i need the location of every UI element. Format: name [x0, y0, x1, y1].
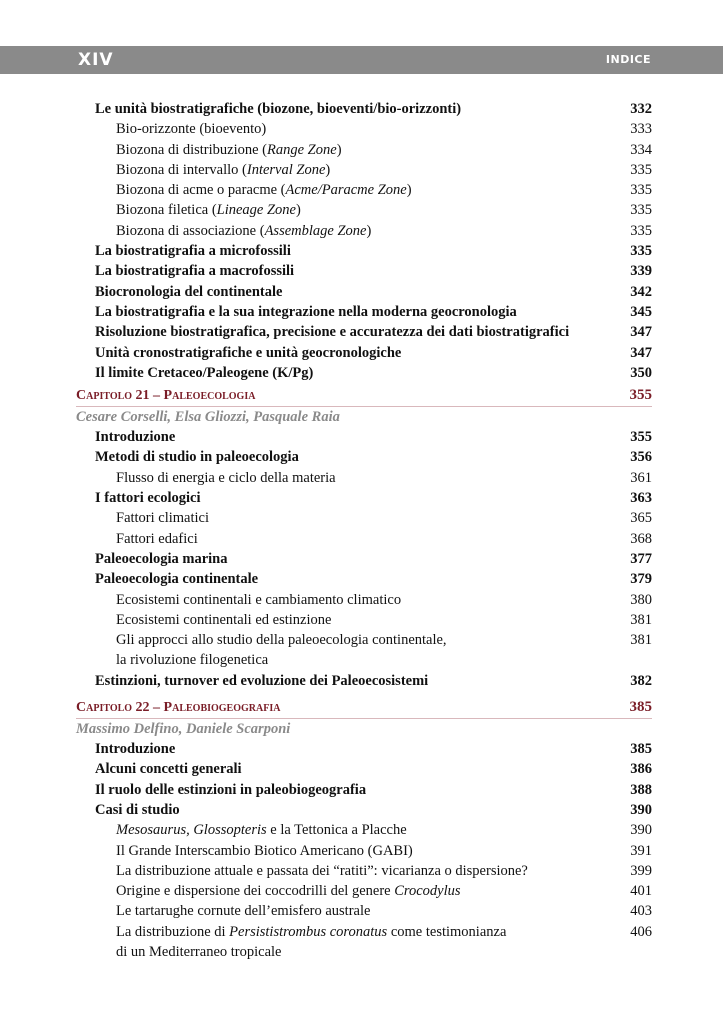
entry-text-part: Bio-orizzonte (bioevento)	[116, 121, 267, 138]
entry-text-part: Assemblage Zone	[264, 222, 367, 239]
toc-subsection[interactable]	[76, 630, 652, 671]
entry-text-part: come testimonianza	[387, 923, 507, 940]
entry-title	[95, 800, 180, 820]
entry-page: 335	[630, 182, 652, 199]
entry-title	[116, 820, 407, 840]
toc-section[interactable]	[76, 549, 652, 569]
entry-text-part: Gli approcci allo studio della paleoecologia continentale,	[116, 632, 447, 649]
entry-text-part: )	[296, 202, 301, 219]
toc-subsection[interactable]	[76, 140, 652, 160]
entry-title	[116, 922, 586, 963]
toc-subsection[interactable]	[76, 610, 652, 630]
chapter-heading[interactable]	[76, 385, 652, 407]
entry-text-part: Mesosaurus, Glossopteris	[116, 822, 267, 839]
entry-page: 355	[630, 429, 652, 446]
entry-page: 379	[630, 571, 652, 588]
entry-title	[116, 160, 330, 180]
entry-text-part: Il limite Cretaceo/Paleogene (K/Pg)	[95, 364, 314, 381]
entry-page: 350	[630, 364, 652, 381]
entry-page: 385	[630, 741, 652, 758]
entry-page: 356	[630, 449, 652, 466]
entry-text-part: Range Zone	[267, 141, 337, 158]
entry-title	[116, 180, 412, 200]
entry-text-part: di un Mediterraneo tropicale	[116, 943, 282, 960]
toc-subsection[interactable]	[76, 200, 652, 220]
entry-text-part: Crocodylus	[394, 883, 461, 900]
entry-title	[95, 282, 282, 302]
entry-text-part: La distribuzione attuale e passata dei “ratiti”: vicarianza o dispersione?	[116, 862, 528, 879]
toc-block-biostratigraphy	[76, 99, 652, 383]
entry-title	[95, 322, 569, 342]
entry-text-part: Paleoecologia continentale	[95, 571, 259, 588]
entry-page: 386	[630, 761, 652, 778]
entry-text-part: )	[325, 161, 331, 178]
entry-text-part: )	[336, 141, 342, 158]
entry-title	[95, 302, 517, 322]
entry-text-part: La biostratigrafia e la sua integrazione nella moderna geocronologia	[95, 303, 517, 320]
chapter-entries	[76, 427, 652, 691]
toc-section[interactable]	[76, 241, 652, 261]
toc-section[interactable]	[76, 261, 652, 281]
toc-subsection[interactable]	[76, 529, 652, 549]
toc-section[interactable]	[76, 427, 652, 447]
entry-text-part: La biostratigrafia a microfossili	[95, 243, 291, 260]
toc-section[interactable]	[76, 282, 652, 302]
entry-title	[116, 221, 371, 241]
entry-text-part: Introduzione	[95, 741, 176, 758]
toc-subsection[interactable]	[76, 119, 652, 139]
entry-text-part: Metodi di studio in paleoecologia	[95, 449, 299, 466]
entry-title	[116, 590, 401, 610]
entry-text-part: Il Grande Interscambio Biotico Americano (GABI)	[116, 842, 413, 859]
toc-subsection[interactable]	[76, 820, 652, 840]
entry-text-part: Flusso di energia e ciclo della materia	[116, 469, 336, 486]
entry-page: 382	[630, 672, 652, 689]
entry-page: 403	[630, 903, 652, 920]
entry-title	[95, 739, 175, 759]
toc-subsection[interactable]	[76, 180, 652, 200]
page-number: XIV	[78, 50, 114, 70]
toc-section[interactable]	[76, 759, 652, 779]
entry-page: 347	[630, 344, 652, 361]
entry-title	[95, 447, 299, 467]
entry-page: 390	[630, 822, 652, 839]
entry-text-part: Biozona di intervallo (	[116, 161, 247, 178]
entry-title	[116, 901, 370, 921]
entry-page: 391	[630, 842, 652, 859]
toc-subsection[interactable]	[76, 590, 652, 610]
entry-text-part: Ecosistemi continentali ed estinzione	[116, 611, 332, 628]
entry-text-part: e la Tettonica a Placche	[266, 822, 407, 839]
toc-subsection[interactable]	[76, 861, 652, 881]
toc-section[interactable]	[76, 302, 652, 322]
toc-subsection[interactable]	[76, 881, 652, 901]
entry-title	[116, 881, 461, 901]
toc-subsection[interactable]	[76, 508, 652, 528]
entry-text-part: )	[366, 222, 372, 239]
toc-section[interactable]	[76, 322, 652, 342]
entry-text-part: Alcuni concetti generali	[95, 761, 242, 778]
entry-title	[116, 508, 209, 528]
entry-page: 365	[630, 510, 652, 527]
entry-text-part: Introduzione	[95, 429, 176, 446]
entry-title	[116, 610, 331, 630]
entry-page: 380	[630, 591, 652, 608]
entry-page: 399	[630, 862, 652, 879]
entry-page: 335	[630, 161, 652, 178]
entry-page: 388	[630, 781, 652, 798]
entry-title	[95, 343, 401, 363]
entry-title	[95, 549, 227, 569]
entry-title	[116, 200, 301, 220]
toc-subsection[interactable]	[76, 160, 652, 180]
entry-title	[116, 119, 266, 139]
section-title: INDICE	[605, 53, 651, 66]
entry-title	[95, 759, 242, 779]
entry-page: 333	[630, 121, 652, 138]
toc-subsection[interactable]	[76, 468, 652, 488]
entry-text-part: Biozona di associazione (	[116, 222, 265, 239]
table-of-contents	[76, 99, 652, 962]
entry-page: 342	[630, 283, 652, 300]
entry-page: 401	[630, 883, 652, 900]
chapter-page: 385	[629, 699, 652, 716]
entry-page: 335	[630, 243, 652, 260]
entry-title	[95, 780, 366, 800]
entry-title	[95, 261, 294, 281]
entry-page: 361	[630, 469, 652, 486]
entry-title	[116, 529, 198, 549]
entry-text-part: La biostratigrafia a macrofossili	[95, 263, 295, 280]
entry-page: 381	[630, 632, 652, 649]
entry-text-part: Biozona filetica (	[116, 202, 217, 219]
entry-page: 345	[630, 303, 652, 320]
toc-section[interactable]	[76, 739, 652, 759]
entry-title	[116, 630, 586, 671]
toc-section[interactable]	[76, 363, 652, 383]
entry-text-part: Fattori climatici	[116, 510, 210, 527]
entry-page: 335	[630, 222, 652, 239]
entry-title	[116, 468, 336, 488]
entry-page: 406	[630, 923, 652, 940]
chapter-title: Capitolo 22 – Paleobiogeografia	[76, 700, 281, 716]
entry-page: 335	[630, 202, 652, 219]
entry-text-part: Le unità biostratigrafiche (biozone, bioeventi/bio-orizzonti)	[95, 101, 462, 117]
toc-section[interactable]	[76, 447, 652, 467]
entry-title	[116, 841, 413, 861]
entry-text-part: Origine e dispersione dei coccodrilli del genere	[116, 883, 395, 900]
chapter-21	[76, 385, 652, 691]
entry-title	[95, 427, 175, 447]
chapter-page: 355	[629, 387, 652, 404]
entry-text-part: Risoluzione biostratigrafica, precisione e accuratezza dei dati biostratigrafici	[95, 324, 570, 341]
entry-text-part: I fattori ecologici	[95, 490, 201, 507]
toc-section[interactable]	[76, 99, 652, 119]
toc-subsection[interactable]	[76, 221, 652, 241]
toc-section[interactable]	[76, 569, 652, 589]
toc-subsection[interactable]	[76, 841, 652, 861]
entry-text-part: La distribuzione di	[116, 923, 230, 940]
entry-page: 332	[630, 101, 652, 117]
toc-section[interactable]	[76, 800, 652, 820]
entry-text-part: )	[406, 182, 412, 199]
entry-page: 390	[630, 801, 652, 818]
entry-page: 363	[630, 490, 652, 507]
entry-text-part: Le tartarughe cornute dell’emisfero australe	[116, 903, 371, 920]
entry-title	[95, 99, 461, 119]
entry-text-part: Fattori edafici	[116, 530, 198, 547]
entry-text-part: Biozona di distribuzione (	[116, 141, 268, 158]
toc-subsection[interactable]	[76, 901, 652, 921]
entry-text-part: Acme/Paracme Zone	[285, 182, 407, 199]
entry-title	[95, 363, 313, 383]
toc-section[interactable]	[76, 780, 652, 800]
entry-text-part: Ecosistemi continentali e cambiamento climatico	[116, 591, 402, 608]
entry-title	[95, 241, 291, 261]
entry-page: 334	[630, 141, 652, 158]
chapter-authors: Cesare Corselli, Elsa Gliozzi, Pasquale Raia	[76, 409, 340, 426]
entry-text-part: Paleoecologia marina	[95, 550, 228, 567]
entry-page: 339	[630, 263, 652, 280]
chapter-22	[76, 697, 652, 962]
entry-page: 347	[630, 324, 652, 341]
entry-text-part: Unità cronostratigrafiche e unità geocronologiche	[95, 344, 402, 361]
toc-section[interactable]	[76, 488, 652, 508]
entry-page: 377	[630, 550, 652, 567]
chapter-title: Capitolo 21 – Paleoecologia	[76, 388, 256, 404]
entry-title	[95, 488, 201, 508]
entry-text-part: Biocronologia del continentale	[95, 283, 283, 300]
entry-page: 381	[630, 611, 652, 628]
entry-text-part: Biozona di acme o paracme (	[116, 182, 286, 199]
toc-section[interactable]	[76, 671, 652, 691]
entry-text-part: Estinzioni, turnover ed evoluzione dei Paleoecosistemi	[95, 672, 429, 689]
entry-title	[116, 861, 528, 881]
chapter-authors: Massimo Delfino, Daniele Scarponi	[76, 721, 291, 738]
chapter-entries	[76, 739, 652, 962]
entry-text-part: la rivoluzione filogenetica	[116, 652, 269, 669]
entry-title	[95, 671, 428, 691]
entry-title	[95, 569, 258, 589]
entry-text-part: Casi di studio	[95, 801, 180, 818]
entry-text-part: Il ruolo delle estinzioni in paleobiogeografia	[95, 781, 367, 798]
entry-text-part: Lineage Zone	[216, 202, 296, 219]
toc-subsection[interactable]	[76, 922, 652, 963]
entry-page: 368	[630, 530, 652, 547]
toc-section[interactable]	[76, 343, 652, 363]
entry-title	[116, 140, 342, 160]
entry-text-part: Persististrombus coronatus	[229, 923, 388, 940]
chapter-heading[interactable]	[76, 697, 652, 719]
entry-text-part: Interval Zone	[246, 161, 326, 178]
